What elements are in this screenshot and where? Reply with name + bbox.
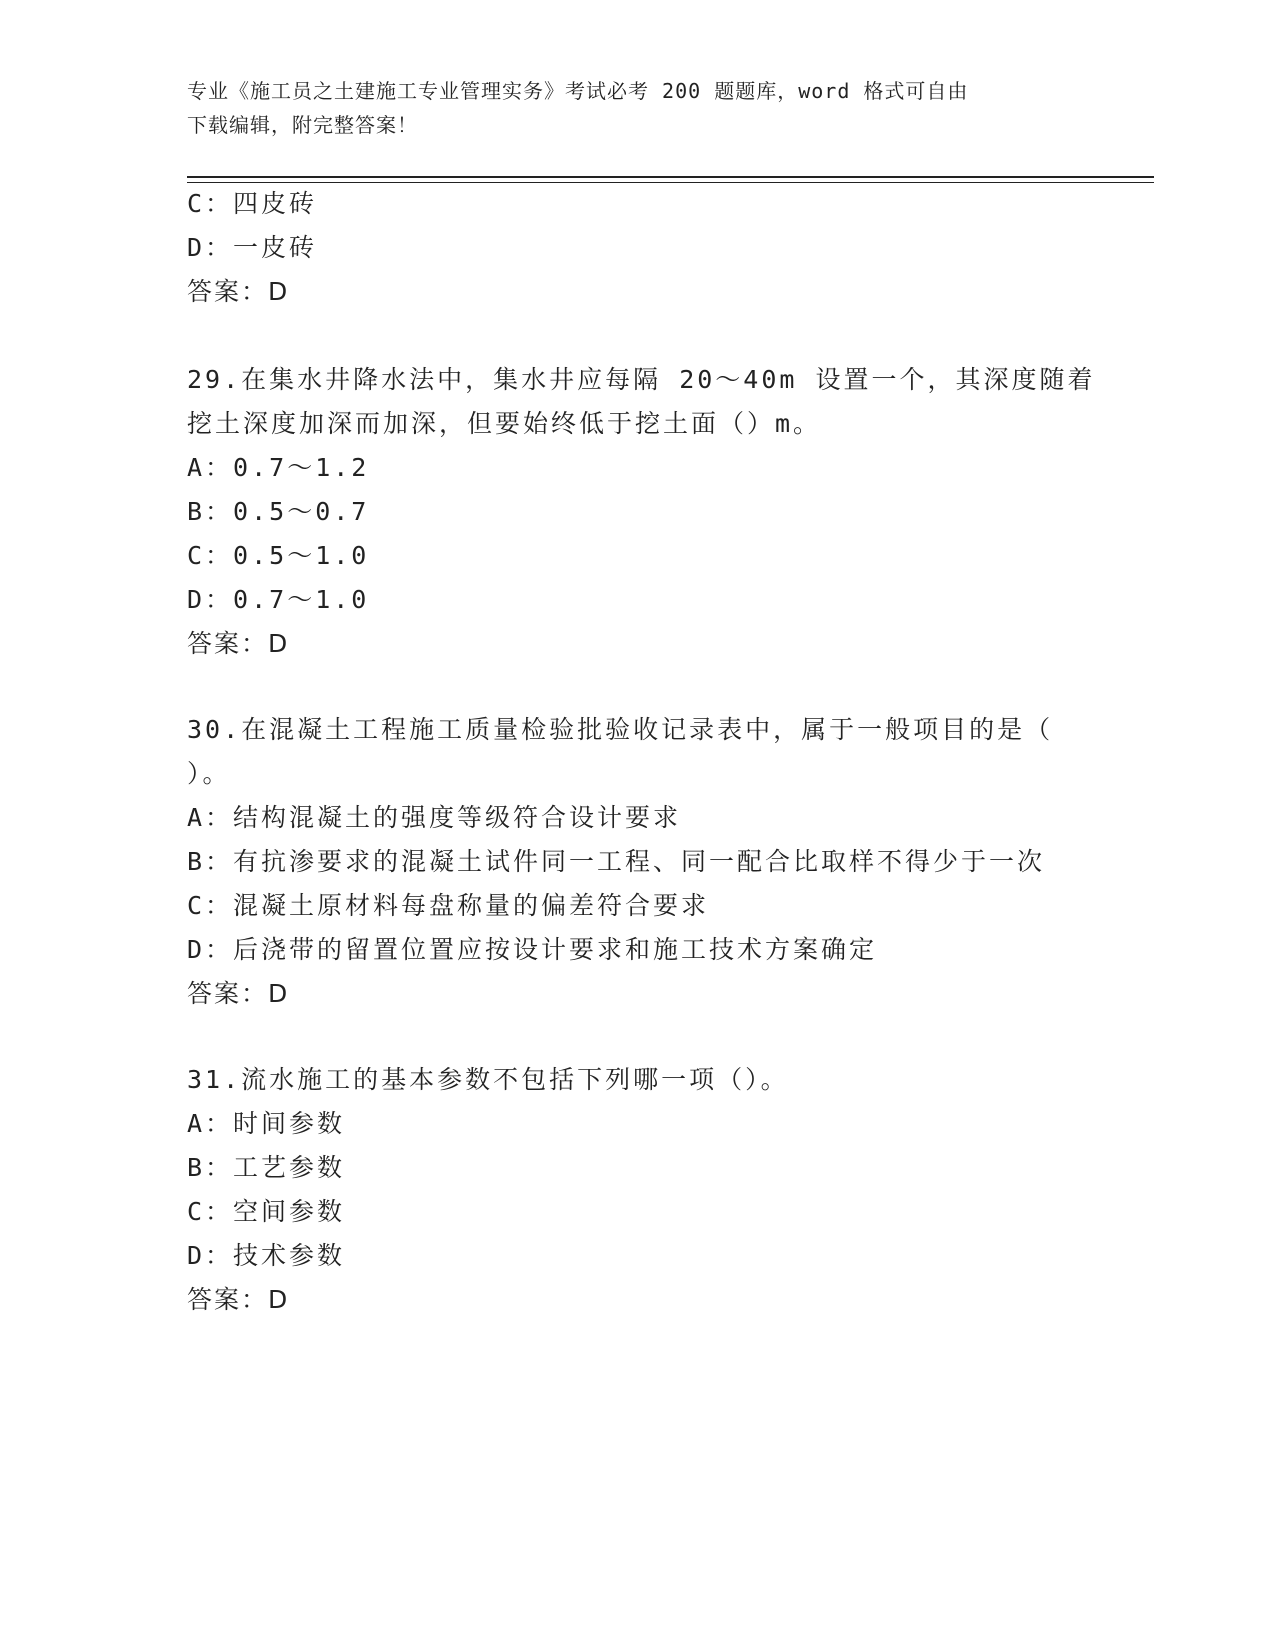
header-line-2: 下载编辑，附完整答案！ [187,113,418,137]
q30-option-c: C：混凝土原材料每盘称量的偏差符合要求 [187,891,710,920]
prev-answer: 答案：D [187,277,290,306]
q29-stem-line-2: 挖土深度加深而加深，但要始终低于挖土面（）m。 [187,409,822,438]
q29-option-c: C：0.5～1.0 [187,541,370,570]
q29-option-b: B：0.5～0.7 [187,497,370,526]
q29-option-a: A：0.7～1.2 [187,453,370,482]
q30-option-d: D：后浇带的留置位置应按设计要求和施工技术方案确定 [187,935,878,964]
q31-option-b: B：工艺参数 [187,1153,346,1182]
prev-option-d: D：一皮砖 [187,233,318,262]
q29-stem-line-1: 29.在集水井降水法中，集水井应每隔 20～40m 设置一个，其深度随着 [187,365,1096,394]
q30-option-b: B：有抗渗要求的混凝土试件同一工程、同一配合比取样不得少于一次 [187,847,1046,876]
prev-option-c: C：四皮砖 [187,189,318,218]
q30-stem-line-2: ）。 [187,759,231,788]
header-divider-thin [187,182,1154,183]
header-divider-thick [187,176,1154,178]
q30-stem-line-1: 30.在混凝土工程施工质量检验批验收记录表中，属于一般项目的是（ [187,715,1054,744]
q29-answer: 答案：D [187,629,290,658]
document-header [187,74,1087,142]
q31-option-a: A：时间参数 [187,1109,346,1138]
q31-stem-line-1: 31.流水施工的基本参数不包括下列哪一项（）。 [187,1065,789,1094]
header-line-1: 专业《施工员之土建施工专业管理实务》考试必考 200 题题库，word 格式可自由 [187,79,969,103]
q30-answer: 答案：D [187,979,290,1008]
q31-option-d: D：技术参数 [187,1241,346,1270]
q31-answer: 答案：D [187,1285,290,1314]
q29-option-d: D：0.7～1.0 [187,585,370,614]
q31-option-c: C：空间参数 [187,1197,346,1226]
q30-option-a: A：结构混凝土的强度等级符合设计要求 [187,803,682,832]
